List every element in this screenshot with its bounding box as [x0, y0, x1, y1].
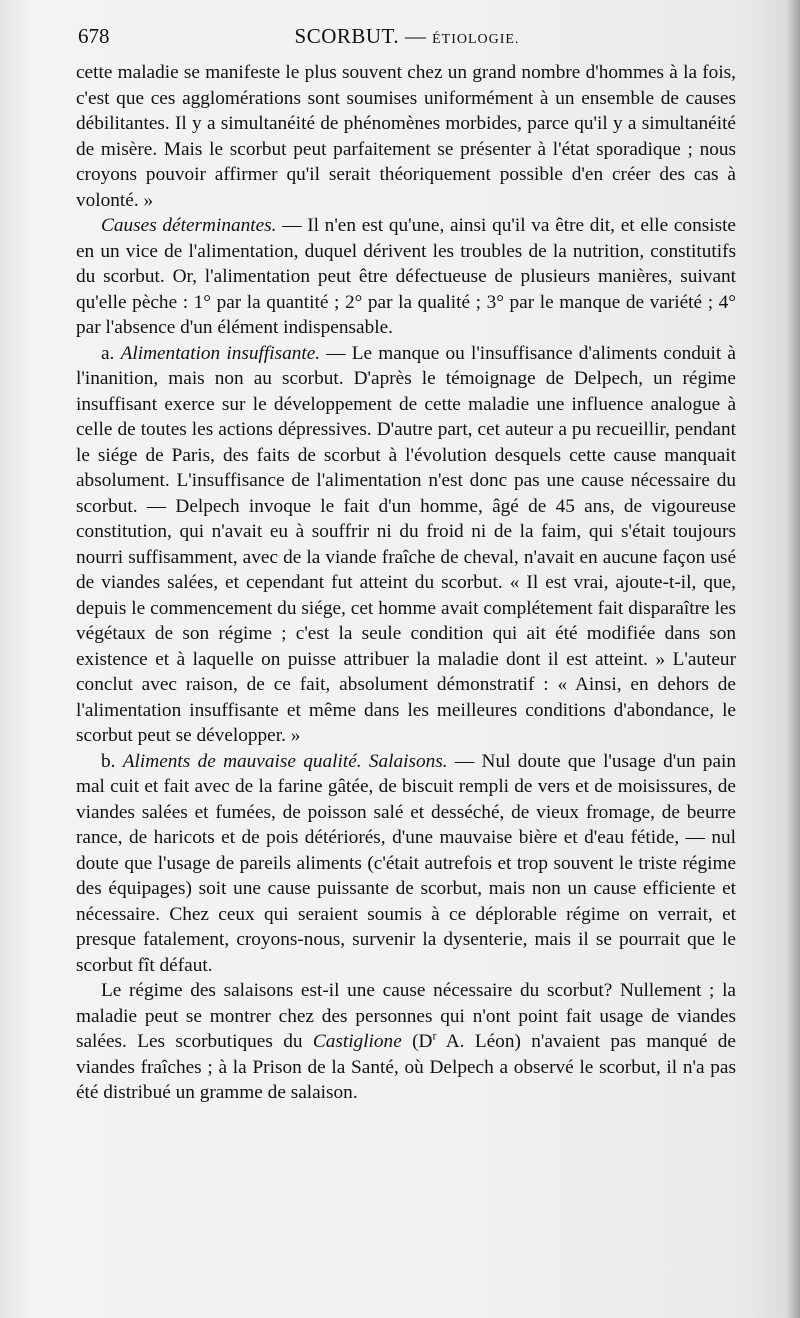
item-marker: b. — [101, 750, 123, 772]
item-marker: a. — [101, 342, 121, 364]
ship-name: Castiglione — [312, 1031, 402, 1052]
paragraph-text: Le régime des salaisons est-il une cause nécessaire du scorbut? Nullement ; la maladie peut se montrer chez des personnes qui n'ont point fait usage de viandes salées. Les scorbutiques du — [76, 980, 736, 1052]
reference-open: (D — [401, 1031, 433, 1052]
paragraph-causes-determinantes — [76, 213, 736, 341]
paragraph-text: A. Léon) n'avaient pas manqué de viandes fraîches ; à la Prison de la Santé, où Delpech a observé le scorbut, il n'a pas été distribué un gramme de salaison. — [76, 1031, 736, 1103]
running-head-subtitle: ÉTIOLOGIE. — [432, 32, 520, 47]
section-heading: Aliments de mauvaise qualité. Salaisons. — [122, 750, 448, 772]
paragraph-alimentation-insuffisante — [76, 341, 736, 749]
running-head — [78, 24, 736, 49]
paragraph-text: cette maladie se manifeste le plus souvent chez un grand nombre d'hommes à la fois, c'est que ces agglomérations sont soumises uniformément à un ensemble de causes débilitantes. Il y a simultanéité de phénomènes morbides, parce qu'il y a simultanéité de misère. Mais le scorbut peut parfaitement se présenter à l'état sporadique ; nous croyons pouvoir affirmer qu'il serait théoriquement possible d'en créer des cas à volonté. » — [76, 62, 736, 211]
paragraph-mauvaise-qualite — [76, 749, 736, 979]
paragraph — [76, 60, 736, 213]
paragraph-text: — Le manque ou l'insuffisance d'aliments conduit à l'inanition, mais non au scorbut. D'après le témoignage de Delpech, un régime insuffisant exerce sur le développement de cette maladie une influence analogue à celle de toutes les actions dépressives. D'autre part, cet auteur a pu recueillir, pendant le siége de Paris, des faits de scorbut à l'évolution desquels cette cause manquait absolument. L'insuffisance de l'alimentation n'est donc pas une cause nécessaire du scorbut. — Delpech invoque le fait d'un homme, âgé de 45 ans, de vigoureuse constitution, qui n'avait eu à souffrir ni du froid ni de la faim, qui s'était toujours nourri suffisamment, avec de la viande fraîche de cheval, n'avait en aucune façon usé de viandes salées, et cependant fut atteint du scorbut. « Il est vrai, ajoute-t-il, que, depuis le commencement du siége, cet homme avait complétement fait disparaître les végétaux de son régime ; c'est la seule condition qui ait été modifiée dans son existence et à laquelle on puisse attribuer la maladie dont il est atteint. » L'auteur conclut avec raison, de ce fait, absolument démonstratif : « Ainsi, en dehors de l'alimentation insuffisante et même dans les meilleures conditions d'abondance, le scorbut peut se développer. » — [76, 342, 736, 746]
paragraph-salaisons — [76, 978, 736, 1106]
paragraph-text: — Nul doute que l'usage d'un pain mal cuit et fait avec de la farine gâtée, de biscuit rempli de vers et de moisissures, de viandes salées et fumées, de poisson salé et desséché, de vieux fromage, de beurre rance, de haricots et de pois détériorés, d'une mauvaise bière et d'eau fétide, — nul doute que l'usage de pareils aliments (c'était autrefois et trop souvent le triste régime des équipages) soit une cause puissante de scorbut, mais non un cause efficiente et nécessaire. Chez ceux qui seraient soumis à ce déplorable régime on verrait, et presque fatalement, croyons-nous, survenir la dysenterie, mais il se pourrait que le scorbut fît défaut. — [76, 750, 737, 976]
paragraph-text: — Il n'en est qu'une, ainsi qu'il va être dit, et elle consiste en un vice de l'alimentation, duquel dérivent les troubles de la nutrition, constitutifs du scorbut. Or, l'alimentation peut être défectueuse de plusieurs manières, suivant qu'elle pèche : 1° par la quantité ; 2° par la qualité ; 3° par le manque de variété ; 4° par l'absence d'un élément indispensable. — [76, 215, 736, 338]
running-head-dash: — — [404, 24, 427, 48]
running-head-title: SCORBUT. — [294, 24, 400, 48]
reference-superscript: r — [432, 1028, 437, 1043]
page-header — [78, 22, 736, 52]
page-number: 678 — [78, 24, 110, 48]
section-heading: Alimentation insuffisante. — [120, 342, 321, 364]
section-heading: Causes déterminantes. — [101, 215, 277, 236]
body-text — [76, 60, 736, 1106]
